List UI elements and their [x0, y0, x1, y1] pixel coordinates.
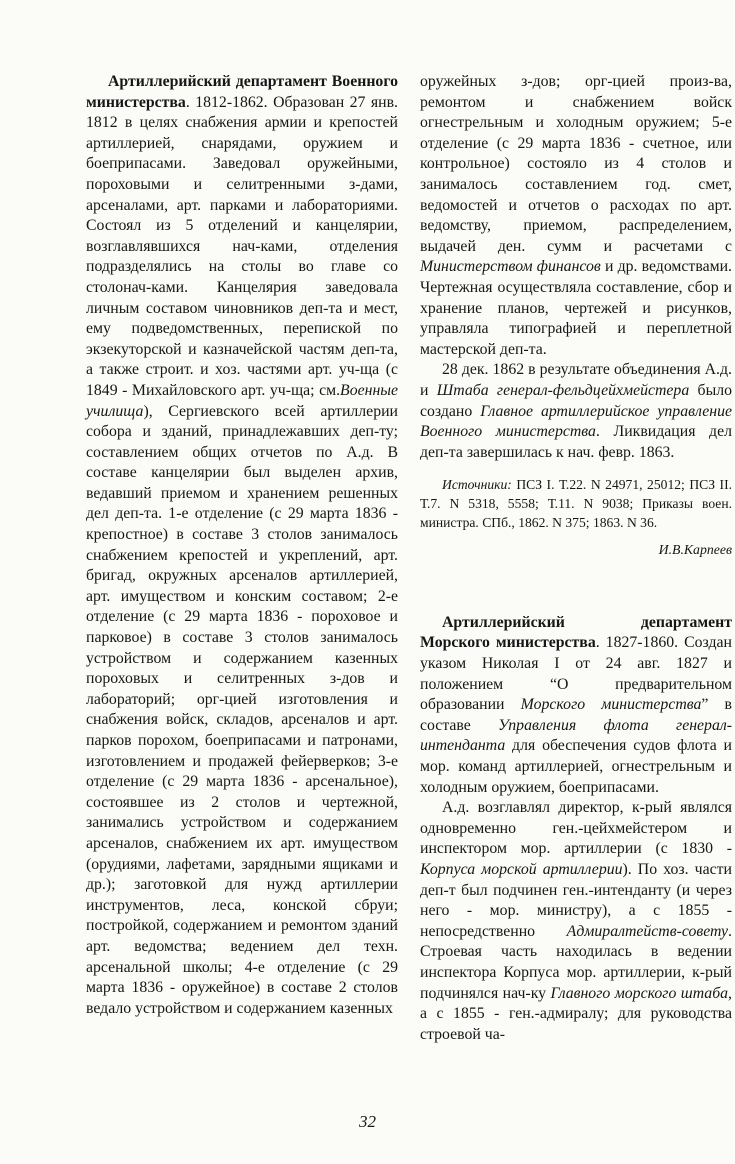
cross-reference: Управления флота генерал-интенданта	[420, 716, 733, 755]
sources-label: Источники:	[442, 477, 512, 493]
entry-text: ” в составе	[420, 696, 732, 734]
entry-paragraph	[420, 360, 732, 463]
entry-title: Артиллерийский департамент Морского министерства	[420, 613, 732, 652]
entry-text: ). По хоз. части деп-т был подчинен ген.-интенданту (и через него - мор. министру), а с 1855 - непосредственно	[420, 861, 732, 940]
cross-reference: Главное артиллерийское управление Военного министерства	[420, 402, 733, 441]
cross-reference: Штаба генерал-фельдцейхмейстера	[436, 381, 690, 399]
entry-text: , а с 1855 - ген.-адмиралу; для руководства строевой ча-	[420, 984, 732, 1043]
cross-reference: Корпуса морской артиллерии	[420, 861, 623, 878]
cross-reference: Морского министерства	[520, 696, 702, 714]
cross-reference: Главного морского штаба	[550, 984, 729, 1002]
entry-artillery-dept-naval-ministry	[420, 613, 732, 798]
entry-continuation	[420, 72, 732, 360]
entry-text: . Ликвидация дел деп-та завершилась к нач. февр. 1863.	[420, 423, 732, 461]
right-column	[420, 72, 732, 1045]
entry-text: было создано	[420, 381, 732, 420]
entry-separator	[420, 561, 732, 613]
entry-text: . 1827-1860. Создан указом Николая I от 24 авг. 1827 и положением “О предварительном образовании	[420, 634, 732, 714]
sources-text: ПСЗ I. Т.22. N 24971, 25012; ПСЗ II. Т.7. N 5318, 5558; Т.11. N 9038; Приказы воен. министра. СПб., 1862. N 375; 1863. N 36.	[420, 477, 732, 531]
page-number: 32	[359, 1112, 376, 1131]
entry-artillery-dept-war-ministry	[86, 72, 398, 1019]
entry-text: . Строевая часть находилась в ведении инспектора Корпуса мор. артиллерии, к-рый подчинялся нач-ку	[420, 922, 732, 1002]
entry-text: А.д. возглавлял директор, к-рый являлся одновременно ген.-цейхмейстером и инспектором мор. артиллерии (с 1830 -	[420, 799, 732, 858]
author-signature: И.В.Карпеев	[658, 542, 732, 558]
entry-text: и др. ведомствами. Чертежная осуществляла составление, сбор и хранение планов, чертежей и рисунков, управляла типографией и переплетной мастерской деп-та.	[420, 258, 732, 358]
entry-text: для обеспечения судов флота и мор. команд артиллерией, огнестрельным и холодным оружием, боеприпасами.	[420, 737, 732, 796]
entry-text: . 1812-1862. Образован 27 янв. 1812 в целях снабжения армии и крепостей артиллерией, снарядами, оружием и боеприпасами. Заведовал оружейными, пороховыми и селитренными з-дами, арсеналами, арт. парками и лабораториями. Состоял из 5 отделений и канцелярии, возглавлявшихся нач-ками, отделения подразделялись на столы во главе со столонач-ками. Канцелярия заведовала личным составом чиновников деп-та и мест, ему подведомственных, перепиской по экзекуторской и казначейской частям деп-та, а также строит. и хоз. частями арт. уч-ща (с 1849 - Михайловского арт. уч-ща; см.	[86, 93, 398, 399]
entry-text: ), Сергиевского всей артиллерии собора и зданий, принадлежавших деп-ту; составлением общих отчетов по А.д. В составе канцелярии был выделен архив, ведавший приемом и хранением решенных дел деп-та. 1-е отделение (с 29 марта 1836 - крепостное) в составе 3 столов занималось снабжением крепостей и укреплений, арт. бригад, окружных арсеналов артиллерией, арт. имуществом и конским составом; 2-е отделение (с 29 марта 1836 - пороховое и парковое) в составе 3 столов занималось устройством и содержанием казенных пороховых и селитренных з-дов и лабораторий; орг-цией изготовления и снабжения войск, складов, арсеналов и арт. парков порохом, боеприпасами и патронами, изготовлением и продажей фейерверков; 3-е отделение (с 29 марта 1836 - арсенальное), состоявшее из 2 столов и чертежной, занимались устройством и содержанием арсеналов, снабжением их арт. имуществом (орудиями, лафетами, зарядными ящиками и др.); заготовкой для нужд артиллерии инструментов, леса, конской сбруи; постройкой, содержанием и ремонтом зданий арт. ведомства; ведением дел техн. арсенальной школы; 4-е отделение (с 29 марта 1836 - оружейное) в составе 2 столов ведало устройством и содержанием казенных	[86, 402, 398, 1017]
entry-text: оружейных з-дов; орг-цией произ-ва, ремонтом и снабжением войск огнестрельным и холодным оружием; 5-е отделение (с 29 марта 1836 - счетное, или контрольное) состояло из 4 столов и занималось составлением год. смет, ведомостей и отчетов о расходах по арт. ведомству, приемом, распределением, выдачей ден. сумм и расчетами с	[420, 73, 732, 255]
entry-title: Артиллерийский департамент Военного министерства	[86, 73, 398, 111]
sources	[420, 475, 732, 532]
cross-reference: Министерством финансов	[420, 258, 601, 276]
entry-text: 28 дек. 1862 в результате объединения А.д. и	[420, 361, 732, 399]
cross-reference: Военные училища	[86, 381, 398, 420]
left-column	[86, 72, 398, 1019]
entry-paragraph	[420, 798, 732, 1045]
cross-reference: Адмиралтейств-совету	[566, 922, 729, 940]
